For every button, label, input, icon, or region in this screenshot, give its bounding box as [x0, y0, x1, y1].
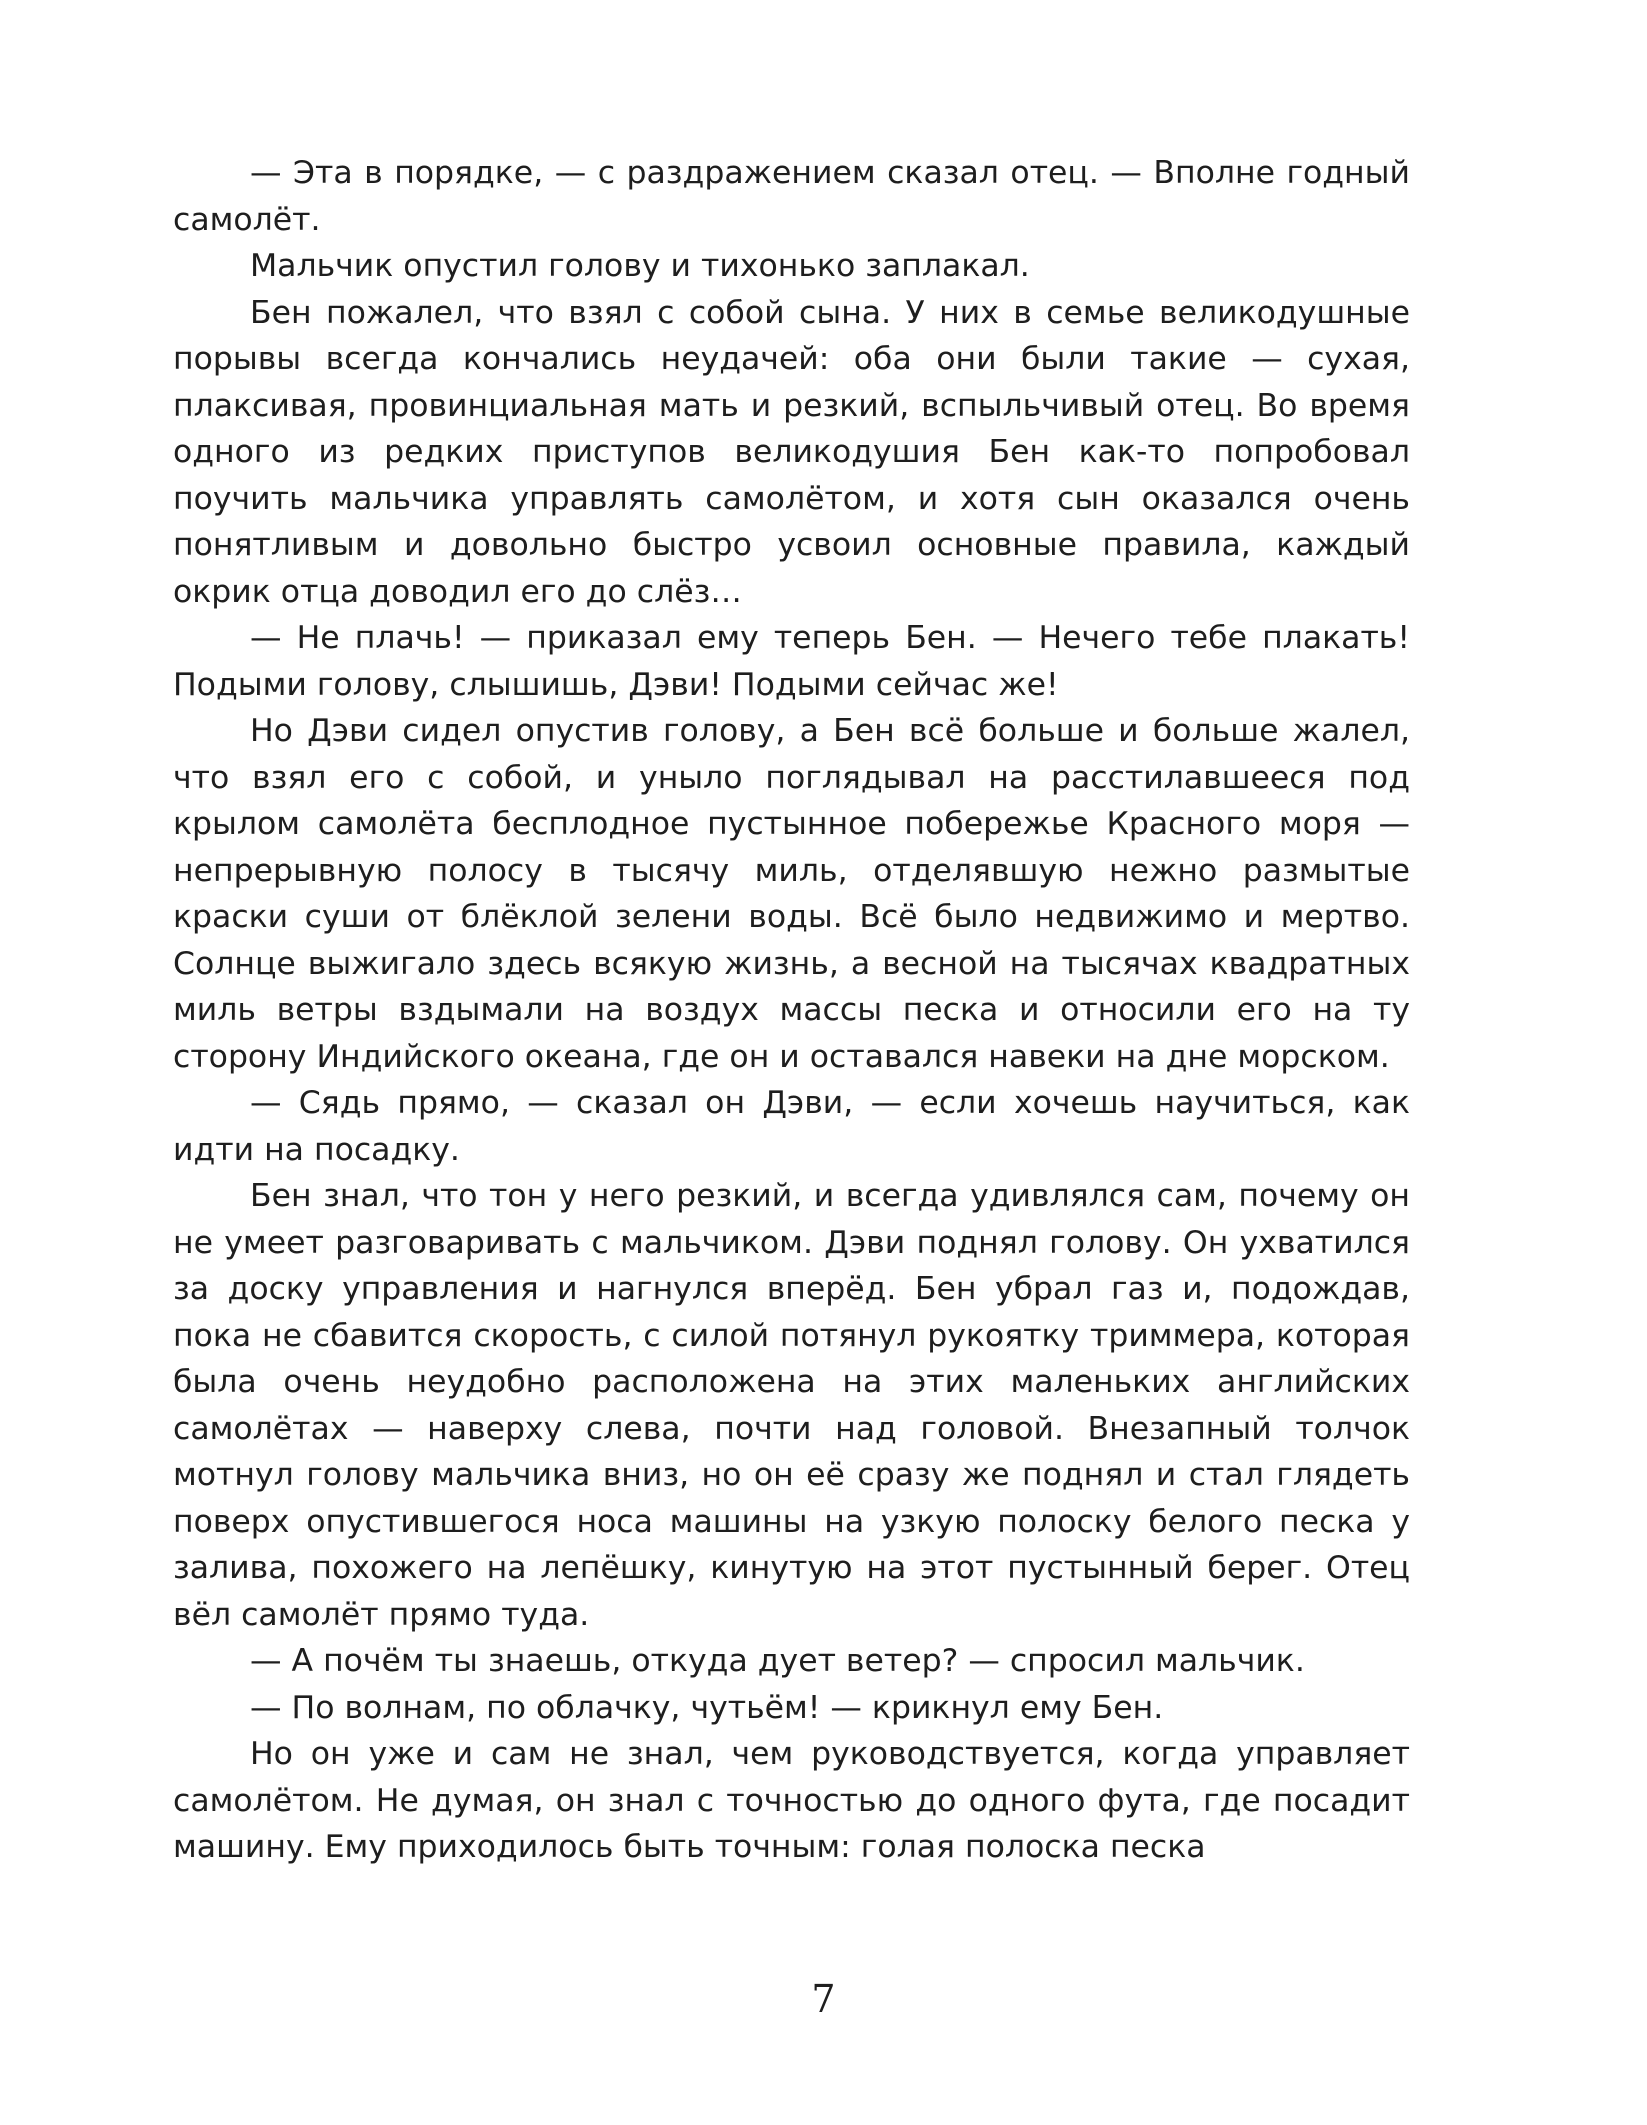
paragraph: Бен знал, что тон у него резкий, и всегда удивлялся сам, почему он не умеет разговаривать с мальчиком. Дэви поднял голову. Он ухватился за доску управления и нагнулся вперёд. Бен убрал газ и, подождав, пока не сбавится скорость, с силой потянул рукоятку триммера, которая была очень неудобно расположена на этих маленьких английских самолётах — наверху слева, почти над головой. Внезапный толчок мотнул голову мальчика вниз, но он её сразу же поднял и стал глядеть поверх опустившегося носа машины на узкую полоску белого песка у залива, похожего на лепёшку, кинутую на этот пустынный берег. Отец вёл самолёт прямо туда.	[173, 1178, 1410, 1633]
paragraph: — А почём ты знаешь, откуда дует ветер? — спросил мальчик.	[250, 1643, 1305, 1679]
paragraph: — Сядь прямо, — сказал он Дэви, — если хочешь научиться, как идти на посадку.	[173, 1085, 1410, 1168]
paragraph: Мальчик опустил голову и тихонько заплакал.	[250, 248, 1030, 284]
body-text	[173, 150, 1410, 1871]
paragraph: Но он уже и сам не знал, чем руководствуется, когда управляет самолётом. Не думая, он знал с точностью до одного фута, где посадит машину. Ему приходилось быть точным: голая полоска песка	[173, 1736, 1410, 1865]
paragraph: — Не плачь! — приказал ему теперь Бен. — Нечего тебе плакать! Подыми голову, слышишь, Дэви! Подыми сейчас же!	[173, 620, 1410, 703]
paragraph: Но Дэви сидел опустив голову, а Бен всё больше и больше жалел, что взял его с собой, и уныло поглядывал на расстилавшееся под крылом самолёта бесплодное пустынное побережье Красного моря — непрерывную полосу в тысячу миль, отделявшую нежно размытые краски суши от блёклой зелени воды. Всё было недвижимо и мертво. Солнце выжигало здесь всякую жизнь, а весной на тысячах квадратных миль ветры вздымали на воздух массы песка и относили его на ту сторону Индийского океана, где он и оставался навеки на дне морском.	[173, 713, 1410, 1075]
paragraph: — Эта в порядке, — с раздражением сказал отец. — Вполне годный самолёт.	[173, 155, 1410, 238]
paragraph: — По волнам, по облачку, чутьём! — крикнул ему Бен.	[250, 1689, 1164, 1726]
paragraph: Бен пожалел, что взял с собой сына. У них в семье великодушные порывы всегда кончались неудачей: оба они были такие — сухая, плаксивая, провинциальная мать и резкий, вспыльчивый отец. Во время одного из редких приступов великодушия Бен как-то попробовал поучить мальчика управлять самолётом, и хотя сын оказался очень понятливым и довольно быстро усвоил основные правила, каждый окрик отца доводил его до слёз…	[173, 294, 1410, 610]
page-number: 7	[811, 1977, 836, 2021]
